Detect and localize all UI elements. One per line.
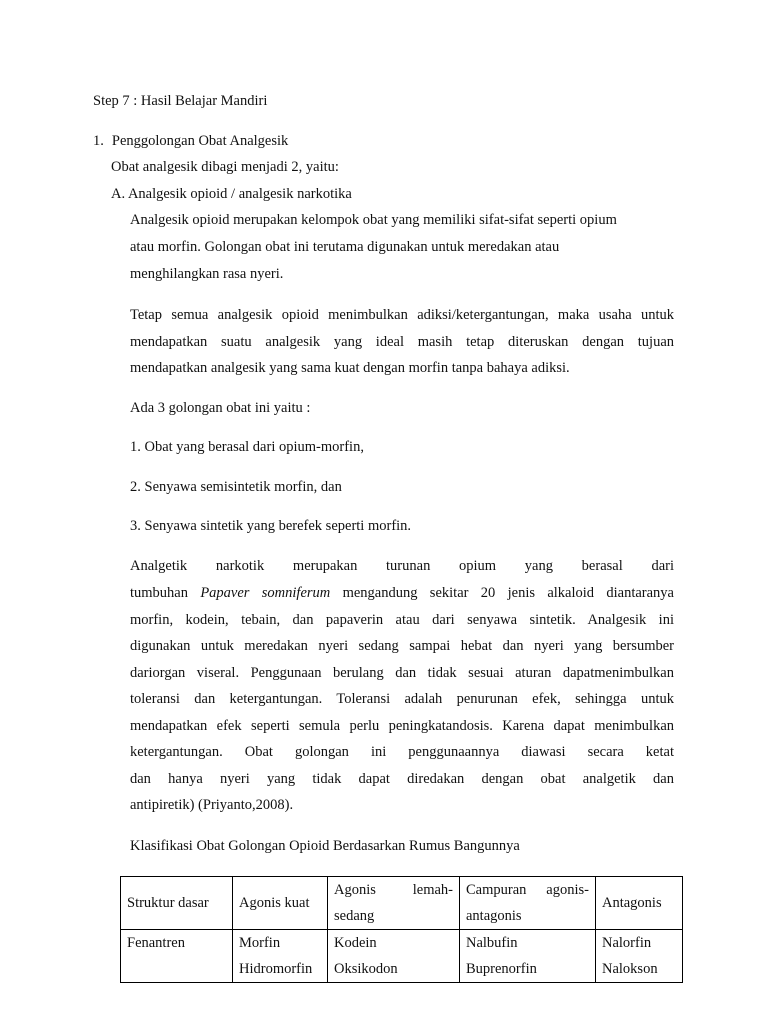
para2-line: mendapatkan analgesik yang sama kuat dengan morfin tanpa bahaya adiksi. [130,360,570,376]
header-line: sedang [334,908,375,924]
para3-line: dan hanya nyeri yang tidak dapat diredakan dengan obat analgetik dan [130,771,674,787]
header-line: Campuran agonis- [466,882,589,898]
table-header-cell: Struktur dasar [121,877,233,930]
section-intro: Obat analgesik dibagi menjadi 2, yaitu: [111,159,339,175]
table-row [121,930,683,983]
subsection-title [111,185,352,203]
group-item: 2. Senyawa semisintetik morfin, dan [130,479,342,495]
table-cell [596,930,683,983]
header-line: antagonis [466,908,522,924]
para3-line: ketergantungan. Obat golongan ini penggunaannya diawasi secara ketat [130,744,674,760]
table-cell [121,930,233,983]
table-title: Klasifikasi Obat Golongan Opioid Berdasarkan Rumus Bangunnya [130,838,520,854]
group-item: 3. Senyawa sintetik yang berefek seperti morfin. [130,518,412,534]
para3-line: mendapatkan efek seperti semula perlu peningkatandosis. Karena dapat menimbulkan [130,718,674,734]
para3-line2-after: mengandung sekitar 20 jenis alkaloid diantaranya [342,585,674,601]
table-header-cell: Antagonis [596,877,683,930]
para3-line2-before: tumbuhan [130,585,188,601]
para3-line: morfin, kodein, tebain, dan papaverin atau dari senyawa sintetik. Analgesik ini [130,612,674,628]
para2-line: mendapatkan suatu analgesik yang ideal masih tetap diteruskan dengan tujuan [130,334,674,350]
table-cell [233,930,328,983]
cell-line: Hidromorfin [239,961,313,977]
species-name: Papaver somniferum [200,585,331,601]
page-heading: Step 7 : Hasil Belajar Mandiri [93,93,268,109]
cell-line: Buprenorfin [466,961,537,977]
cell-line: Nalorfin [602,935,652,951]
cell-line: Fenantren [127,935,185,951]
header-line: Agonis lemah- [334,882,453,898]
para3-line: antipiretik) (Priyanto,2008). [130,797,294,813]
groups-intro: Ada 3 golongan obat ini yaitu : [130,400,311,416]
table-header-cell: Agonis kuat [233,877,328,930]
cell-line [127,956,226,982]
cell-line: Morfin [239,935,281,951]
table-header-cell [328,877,460,930]
section-number: 1. [93,133,104,149]
section-title-text: Penggolongan Obat Analgesik [111,133,289,149]
subsection-title-text: Analgesik opioid / analgesik narkotika [127,186,352,202]
subsection-label: A. [111,186,126,202]
section-title [93,132,288,150]
para1-line: menghilangkan rasa nyeri. [130,266,284,282]
para3-line: toleransi dan ketergantungan. Toleransi adalah penurunan efek, sehingga untuk [130,691,674,707]
table-cell [328,930,460,983]
para2-line: Tetap semua analgesik opioid menimbulkan adiksi/ketergantungan, maka usaha untuk [130,307,674,323]
cell-line: Nalbufin [466,935,518,951]
table-header-cell [460,877,596,930]
table-header-row [121,877,683,930]
para3-line [130,584,674,602]
cell-line: Kodein [334,935,377,951]
cell-line: Nalokson [602,961,658,977]
para3-line: Analgetik narkotik merupakan turunan opium yang berasal dari [130,558,674,574]
table-cell [460,930,596,983]
opioid-classification-table [120,876,683,983]
cell-line: Oksikodon [334,961,398,977]
para3-line: digunakan untuk meredakan nyeri sedang sampai hebat dan nyeri yang bersumber [130,638,674,654]
para1-line: Analgesik opioid merupakan kelompok obat yang memiliki sifat-sifat seperti opium [130,212,617,228]
para3-line: dariorgan viseral. Penggunaan berulang dan tidak sesuai aturan dapatmenimbulkan [130,665,674,681]
para1-line: atau morfin. Golongan obat ini terutama digunakan untuk meredakan atau [130,239,560,255]
group-item: 1. Obat yang berasal dari opium-morfin, [130,439,364,455]
